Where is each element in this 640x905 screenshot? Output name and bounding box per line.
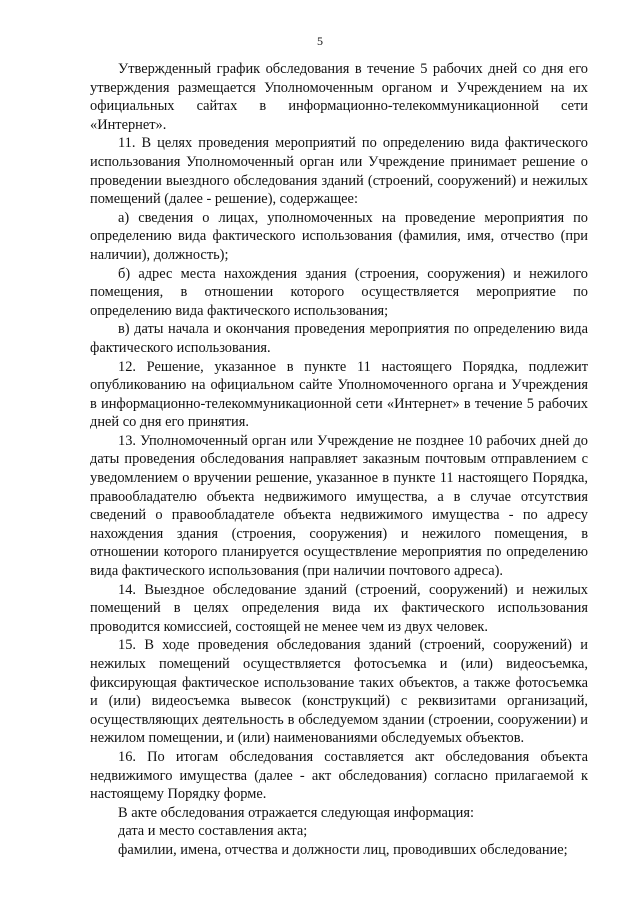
paragraph-11-v: в) даты начала и окончания проведения мероприятия по определению вида фактического использования. [90, 321, 588, 356]
paragraph-11-a: а) сведения о лицах, уполномоченных на проведение мероприятия по определению вида фактического использования (фамилия, имя, отчество (при наличии), должность); [90, 209, 588, 263]
paragraph-15: 15. В ходе проведения обследования зданий (строений, сооружений) и нежилых помещений осуществляется фотосъемка и (или) видеосъемка, фиксирующая фактическое использование таких объектов, а также фотосъемка и (или) видеосъемка вывесок (конструкций) с реквизитами организаций, осуществляющих деятельность в обследуемом здании (строении, сооружении) и нежилом помещении, и (или) наименованиями обследуемых объектов. [90, 637, 588, 747]
document-body [90, 60, 588, 860]
paragraph-13: 13. Уполномоченный орган или Учреждение не позднее 10 рабочих дней до даты проведения обследования направляет заказным почтовым отправлением с уведомлением о вручении решение, указанное в пункте 11 настоящего Порядка, правообладателю объекта недвижимого имущества, а в случае отсутствия сведений о правообладателе объекта недвижимого имущества - по адресу нахождения здания (строения, сооружения) и нежилого помещения, в отношении которого планируется осуществление мероприятия по определению вида фактического использования (при наличии почтового адреса). [90, 432, 588, 580]
paragraph-11-b: б) адрес места нахождения здания (строения, сооружения) и нежилого помещения, в отношении которого осуществляется мероприятие по определению вида фактического использования; [90, 265, 588, 319]
paragraph-16: 16. По итогам обследования составляется акт обследования объекта недвижимого имущества (далее - акт обследования) согласно прилагаемой к настоящему Порядку форме. [90, 748, 588, 803]
paragraph-12: 12. Решение, указанное в пункте 11 настоящего Порядка, подлежит опубликованию на официальном сайте Уполномоченного органа и Учреждения в информационно-телекоммуникационной сети «Интернет» в течение 5 рабочих дней со дня его принятия. [90, 358, 588, 431]
paragraph-14: 14. Выездное обследование зданий (строений, сооружений) и нежилых помещений в целях определения вида их фактического использования проводится комиссией, состоящей не менее чем из двух человек. [90, 581, 588, 635]
paragraph-act-info-intro: В акте обследования отражается следующая информация: [118, 804, 474, 821]
paragraph-11: 11. В целях проведения мероприятий по определению вида фактического использования Уполномоченный орган или Учреждение принимает решение о проведении выездного обследования зданий (строений, сооружений) и нежилых помещений (далее - решение), содержащее: [90, 135, 588, 208]
paragraph-schedule-publication: Утвержденный график обследования в течение 5 рабочих дней со дня его утверждения размещается Уполномоченным органом и Учреждением на их официальных сайтах в информационно-телекоммуникационной сети «Интернет». [90, 61, 588, 133]
page-number: 5 [317, 34, 323, 48]
paragraph-act-inspectors: фамилии, имена, отчества и должности лиц, проводивших обследование; [118, 841, 568, 858]
paragraph-act-date-place: дата и место составления акта; [118, 823, 308, 840]
